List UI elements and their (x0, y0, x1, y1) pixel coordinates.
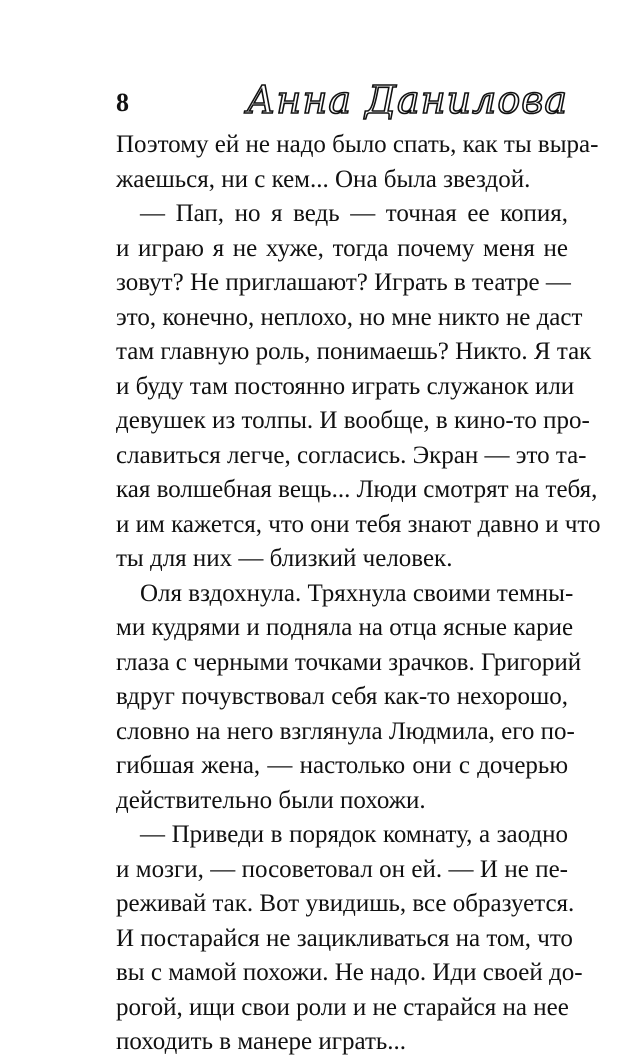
text-line: Оля вздохнула. Тряхнула своими темны- (140, 579, 574, 607)
text-line: там главную роль, понимаешь? Никто. Я так (116, 338, 592, 365)
body-text (116, 128, 601, 1060)
text-line: ты для них — близкий человек. (116, 545, 453, 572)
text-line: гибшая жена, — настолько они с дочерью (116, 752, 568, 779)
text-line: Поэтому ей не надо было спать, как ты выра- (116, 131, 599, 158)
text-line: реживай так. Вот увидишь, все образуется. (116, 890, 575, 917)
page-header (116, 78, 568, 128)
text-line: девушек из толпы. И вообще, в кино-то про- (116, 407, 590, 434)
text-line: жаешься, ни с кем... Она была звездой. (116, 165, 531, 193)
text-line: словно на него взглянула Людмила, его по- (116, 717, 575, 745)
text-line: И постарайся не зацикливаться на том, что (116, 924, 573, 952)
text-line: — Пап, но я ведь — точная ее копия, (140, 200, 568, 227)
text-line: вы с мамой похожи. Не надо. Иди своей до- (116, 959, 583, 986)
text-line: кая волшебная вещь... Люди смотрят на тебя, (116, 476, 598, 503)
text-line: — Приведи в порядок комнату, а заодно (140, 821, 568, 848)
running-head-author: Анна Данилова (246, 78, 568, 122)
text-line: вдруг почувствовал себя как-то нехорошо, (116, 683, 568, 710)
page-number: 8 (116, 88, 129, 117)
text-line: глаза с черными точками зрачков. Григорий (116, 648, 582, 676)
text-line: походить в манере играть... (116, 1028, 407, 1055)
text-line: зовут? Не приглашают? Играть в театре — (116, 269, 571, 296)
text-line: и мозги, — посоветовал он ей. — И не пе- (116, 855, 568, 883)
text-line: и буду там постоянно играть служанок или (116, 372, 575, 400)
text-line: рогой, ищи свои роли и не старайся на нее (116, 993, 569, 1021)
text-line: и играю я не хуже, тогда почему меня не (116, 234, 568, 262)
text-line: и им кажется, что они тебя знают давно и что (116, 510, 601, 538)
text-line: действительно были похожи. (116, 786, 426, 814)
text-line: славиться легче, согласись. Экран — это та- (116, 441, 587, 469)
text-line: это, конечно, неплохо, но мне никто не даст (116, 303, 583, 331)
text-line: ми кудрями и подняла на отца ясные карие (116, 614, 574, 641)
